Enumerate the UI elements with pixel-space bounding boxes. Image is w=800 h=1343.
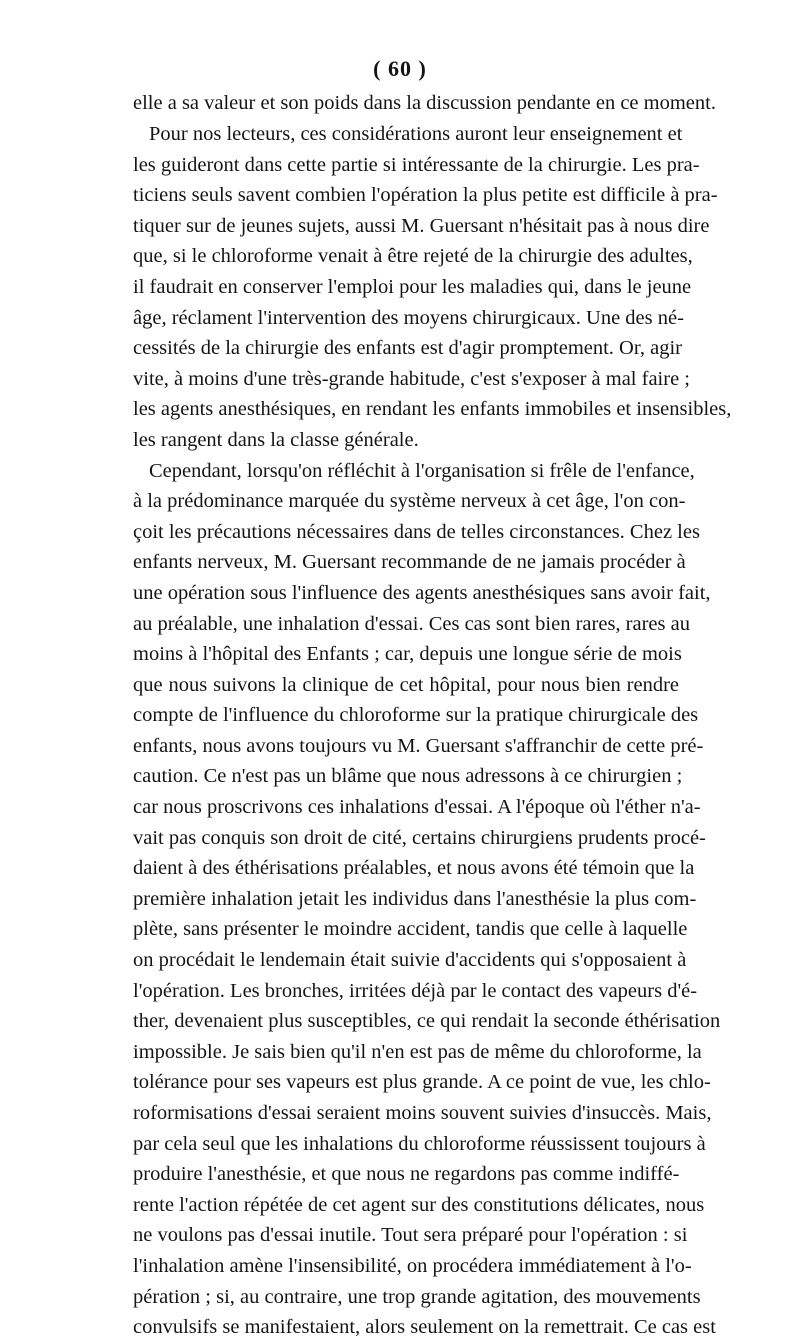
text-line: impossible. Je sais bien qu'il n'en est pas de même du chloroforme, la <box>133 1040 702 1063</box>
text-line: les guideront dans cette partie si intéressante de la chirurgie. Les pra- <box>133 153 700 176</box>
text-line: daient à des éthérisations préalables, et nous avons été témoin que la <box>133 857 695 880</box>
text-line: car nous proscrivons ces inhalations d'essai. A l'époque où l'éther n'a- <box>133 796 701 819</box>
text-line: elle a sa valeur et son poids dans la discussion pendante en ce moment. <box>133 92 716 114</box>
text-line: Cependant, lorsqu'on réfléchit à l'organisation si frêle de l'enfance, <box>149 459 695 482</box>
text-line: çoit les précautions nécessaires dans de telles circonstances. Chez les <box>133 520 700 543</box>
text-line: par cela seul que les inhalations du chloroforme réussissent toujours à <box>133 1132 706 1155</box>
text-line: cessités de la chirurgie des enfants est d'agir promptement. Or, agir <box>133 337 682 360</box>
page-number: ( 60 ) <box>373 56 427 81</box>
text-line: ticiens seuls savent combien l'opération la plus petite est difficile à pra- <box>133 184 718 207</box>
text-line: ne voulons pas d'essai inutile. Tout sera préparé pour l'opération : si <box>133 1224 688 1247</box>
text-line: que, si le chloroforme venait à être rejeté de la chirurgie des adultes, <box>133 245 693 268</box>
text-line: enfants nerveux, M. Guersant recommande de ne jamais procéder à <box>133 551 686 574</box>
text-line: à la prédominance marquée du système nerveux à cet âge, l'on con- <box>133 490 686 513</box>
text-line: une opération sous l'influence des agents anesthésiques sans avoir fait, <box>133 581 711 604</box>
text-line: vait pas conquis son droit de cité, certains chirurgiens prudents procé- <box>133 826 706 849</box>
text-line: rente l'action répétée de cet agent sur des constitutions délicates, nous <box>133 1193 705 1216</box>
text-line: au préalable, une inhalation d'essai. Ces cas sont bien rares, rares au <box>133 612 690 635</box>
text-line: pération ; si, au contraire, une trop grande agitation, des mouvements <box>133 1285 701 1308</box>
text-line: moins à l'hôpital des Enfants ; car, depuis une longue série de mois <box>133 643 682 666</box>
text-line: compte de l'influence du chloroforme sur la pratique chirurgicale des <box>133 704 699 727</box>
text-line: âge, réclament l'intervention des moyens chirurgicaux. Une des né- <box>133 306 684 329</box>
text-line: l'inhalation amène l'insensibilité, on procédera immédiatement à l'o- <box>133 1254 692 1277</box>
paragraph-continuation <box>133 88 716 119</box>
text-line: les rangent dans la classe générale. <box>133 428 419 451</box>
text-line: Pour nos lecteurs, ces considérations auront leur enseignement et <box>149 123 683 145</box>
text-line: plète, sans présenter le moindre accident, tandis que celle à laquelle <box>133 918 688 941</box>
text-line: ther, devenaient plus susceptibles, ce qui rendait la seconde éthérisation <box>133 1010 721 1033</box>
text-line: vite, à moins d'une très-grande habitude, c'est s'exposer à mal faire ; <box>133 367 690 390</box>
text-line: il faudrait en conserver l'emploi pour les maladies qui, dans le jeune <box>133 275 692 298</box>
body-text <box>133 119 732 1343</box>
text-line: caution. Ce n'est pas un blâme que nous adressons à ce chirurgien ; <box>133 765 683 788</box>
text-line: tiquer sur de jeunes sujets, aussi M. Guersant n'hésitait pas à nous dire <box>133 214 710 237</box>
text-line: tolérance pour ses vapeurs est plus grande. A ce point de vue, les chlo- <box>133 1071 711 1094</box>
text-line: les agents anesthésiques, en rendant les enfants immobiles et insensibles, <box>133 398 732 421</box>
text-line: roformisations d'essai seraient moins souvent suivies d'insuccès. Mais, <box>133 1102 712 1124</box>
text-line: enfants, nous avons toujours vu M. Guersant s'affranchir de cette pré- <box>133 734 704 757</box>
text-line: que nous suivons la clinique de cet hôpital, pour nous bien rendre <box>133 673 679 696</box>
text-line: l'opération. Les bronches, irritées déjà par le contact des vapeurs d'é- <box>133 979 698 1002</box>
text-line: première inhalation jetait les individus dans l'anesthésie la plus com- <box>133 887 697 910</box>
text-line: on procédait le lendemain était suivie d'accidents qui s'opposaient à <box>133 949 687 972</box>
text-line: produire l'anesthésie, et que nous ne regardons pas comme indiffé- <box>133 1163 680 1186</box>
text-line: convulsifs se manifestaient, alors seulement on la remettrait. Ce cas est <box>133 1316 716 1339</box>
